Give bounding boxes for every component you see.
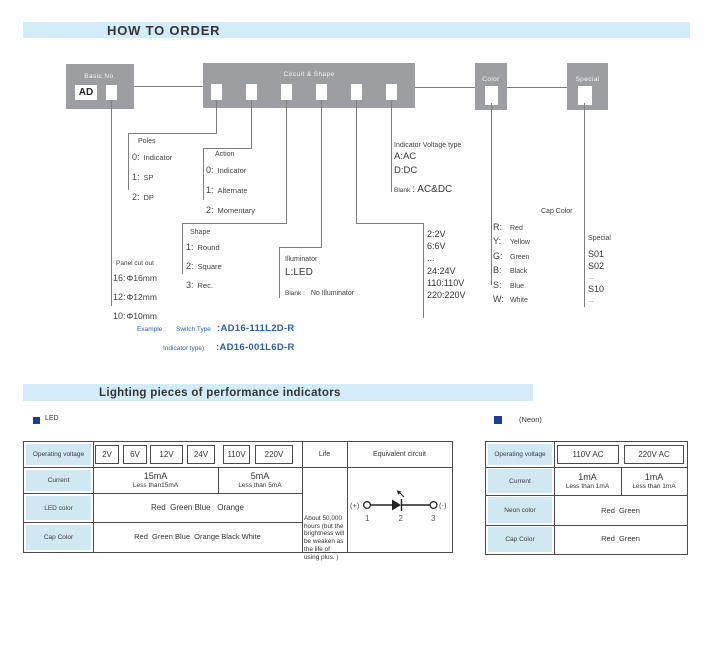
led-bullet-icon <box>33 417 40 424</box>
row-label: Neon color <box>488 497 552 523</box>
shape-legend <box>186 229 222 293</box>
section-header-lighting <box>23 384 533 401</box>
row-label: LED color <box>26 496 91 520</box>
leader-line-shape <box>286 100 287 223</box>
panel-code: 12: <box>113 292 126 302</box>
action-code: 2: <box>206 205 214 215</box>
action-code: 1: <box>206 185 214 195</box>
led-color-cell: Red Green Blue Orange <box>151 503 244 512</box>
cap-color-code: S: <box>493 279 502 290</box>
cap-color-title: Cap Color <box>541 208 573 215</box>
leader-line-shape <box>182 223 287 224</box>
basic-no-box <box>66 64 134 109</box>
shape-code: 1: <box>186 242 194 252</box>
connector-line <box>134 86 203 87</box>
section-title: Lighting pieces of performance indicators <box>99 386 341 399</box>
leader-line-action <box>203 148 252 149</box>
connector-line <box>415 87 475 88</box>
digit-box-1 <box>211 84 222 100</box>
cap-color-value: Black <box>510 268 528 276</box>
cap-color-code: W: <box>493 294 504 305</box>
leader-line-voltage-type <box>391 100 392 192</box>
cap-color-code: Y: <box>493 236 502 247</box>
leader-line-poles <box>128 133 129 190</box>
special-title: Special <box>588 235 611 242</box>
shape-title: Shape <box>190 229 211 236</box>
row-label: Current <box>26 470 91 491</box>
color-label: Color <box>482 76 500 83</box>
leader-line-panel-cutout <box>111 100 112 306</box>
cap-color-value: Yellow <box>510 239 530 247</box>
special-label: Special <box>575 76 600 83</box>
row-label: Current <box>488 469 552 493</box>
panel-cutout-title: Panel cut out <box>116 260 154 267</box>
current-note: Less than 5mA <box>238 482 282 489</box>
action-value: Indicator <box>217 166 247 175</box>
shape-value: Rec. <box>197 281 213 290</box>
poles-code: 1: <box>132 172 140 182</box>
leader-line-cap-color <box>491 103 492 285</box>
neon-table <box>485 441 688 555</box>
pin-number: 2 <box>398 513 403 523</box>
digit-box-4 <box>316 84 327 100</box>
panel-code: 10: <box>113 311 126 321</box>
led-table-caption: LED <box>45 415 59 422</box>
special-digit-box <box>578 86 592 105</box>
leader-line-action <box>251 100 252 148</box>
voltage-header-cell: 12V <box>150 445 183 464</box>
voltage-type-title: Indicator Voltage type <box>394 142 462 149</box>
poles-value: SP <box>143 173 154 182</box>
circuit-terminal-3 <box>430 501 437 508</box>
row-label: Cap Color <box>488 527 552 552</box>
life-header: Life <box>318 451 331 458</box>
illuminator-blank-value: No Illuminator <box>310 290 355 297</box>
shape-code: 2: <box>186 261 194 271</box>
diode-icon <box>392 499 401 510</box>
voltage-type-blank-label: Blank <box>394 187 411 194</box>
action-value: Alternate <box>217 186 248 195</box>
current-value: 15mA <box>143 471 168 481</box>
illuminator-led: L:LED <box>285 267 313 278</box>
shape-code: 3: <box>186 280 194 290</box>
circuit-plus-label: (+) <box>349 500 359 510</box>
poles-code: 2: <box>132 192 140 202</box>
circuit-shape-box <box>203 63 415 108</box>
neon-color-cell: Red Green <box>601 505 640 515</box>
special-row: ... <box>588 297 594 305</box>
illuminator-blank-label: Blank : <box>285 290 305 297</box>
equivalent-circuit-cell <box>347 467 452 552</box>
current-note: Less than 1mA <box>565 483 610 490</box>
leader-line-action <box>203 148 204 200</box>
row-label: Cap Color <box>26 525 91 550</box>
panel-value: Φ16mm <box>126 273 157 283</box>
row-label: Operating voltage <box>488 444 552 465</box>
leader-line-voltage <box>356 100 357 223</box>
leader-line-shape <box>182 223 183 274</box>
leader-line-voltage <box>356 223 424 224</box>
special-row: S01 <box>588 249 605 259</box>
illuminator-legend <box>285 256 354 300</box>
current-note: Less than 1mA <box>632 483 676 490</box>
circuit-shape-label: Circuit & Shape <box>283 71 335 78</box>
row-label: Operating voltage <box>26 444 91 465</box>
action-title: Action <box>215 151 235 158</box>
poles-title: Poles <box>138 138 156 145</box>
current-value: 5mA <box>250 471 270 481</box>
panel-cutout-legend <box>113 260 157 324</box>
current-value: 1mA <box>578 472 597 482</box>
basic-no-digit-box <box>106 85 117 100</box>
voltage-type-blank-value: : AC&DC <box>412 184 453 195</box>
voltage-row: 2:2V <box>427 229 446 239</box>
digit-box-3 <box>281 84 292 100</box>
voltage-header-cell: 110V AC <box>557 445 619 464</box>
voltages-legend <box>427 228 466 301</box>
cap-color-value: Blue <box>510 282 525 290</box>
cap-color-legend <box>493 220 530 306</box>
example-indicator-value: :AD16-001L6D-R <box>216 342 295 353</box>
leader-line-illuminator <box>321 100 322 247</box>
special-row: S10 <box>588 283 605 294</box>
special-box <box>567 63 608 110</box>
cap-color-cell: Red Green <box>601 534 640 543</box>
poles-value: DP <box>143 193 154 202</box>
cap-color-code: R: <box>493 222 502 232</box>
current-value: 1mA <box>644 472 664 482</box>
voltage-type-legend <box>394 142 461 197</box>
digit-box-2 <box>246 84 257 100</box>
leader-line-poles <box>216 100 217 133</box>
poles-legend <box>132 138 172 205</box>
basic-no-label: Basic No. <box>84 73 116 80</box>
connector-line <box>507 87 567 88</box>
action-code: 0: <box>206 165 214 175</box>
voltage-row: 6:6V <box>427 241 446 252</box>
voltage-header-cell: 6V <box>123 445 147 464</box>
voltage-header-cell: 24V <box>187 445 215 464</box>
leader-line-voltage <box>423 223 424 318</box>
leader-line-illuminator <box>279 247 280 298</box>
voltage-header-cell: 220V <box>255 445 293 464</box>
neon-table-caption: (Neon) <box>519 415 542 424</box>
circuit-minus-label: (-) <box>438 500 446 510</box>
example-label: Example : <box>137 326 166 333</box>
pin-number: 1 <box>364 513 369 523</box>
voltage-row: 110:110V <box>427 277 465 288</box>
equivalent-circuit-header: Equivalent circuit <box>373 451 426 458</box>
panel-value: Φ10mm <box>126 311 157 321</box>
voltage-header-cell: 220V AC <box>624 445 684 464</box>
cap-color-value: White <box>510 297 528 305</box>
section-header-how-to-order <box>23 22 690 38</box>
current-high-cell <box>218 467 302 493</box>
neon-bullet-icon <box>494 416 502 424</box>
panel-code: 16: <box>113 273 126 283</box>
shape-value: Round <box>197 243 220 252</box>
special-row: ... <box>588 274 594 282</box>
section-title: HOW TO ORDER <box>107 22 221 38</box>
shape-value: Square <box>197 262 222 271</box>
illuminator-title: Illuminator <box>285 256 318 263</box>
cap-color-code: G: <box>493 250 503 261</box>
basic-no-value-box: AD <box>75 85 97 100</box>
cap-color-code: B: <box>493 265 502 276</box>
cap-color-value: Green <box>510 253 530 261</box>
voltage-row: 24:24V <box>427 265 456 276</box>
led-circuit-diagram <box>350 490 450 530</box>
action-value: Momentary <box>217 206 256 215</box>
current-cell <box>554 467 621 495</box>
digit-box-5 <box>351 84 362 100</box>
voltage-type-row: D:DC <box>394 165 418 176</box>
special-row: S02 <box>588 260 605 271</box>
action-legend <box>206 151 255 218</box>
leader-line-special <box>584 103 585 307</box>
voltage-row: 220:220V <box>427 290 466 301</box>
cap-color-value: Red <box>510 225 523 232</box>
life-cell: About 50,000 hours (but the brightness will be weaken as the life of using plus. ) <box>304 515 345 561</box>
voltage-type-row: A:AC <box>394 151 417 162</box>
leader-line-poles <box>128 133 217 134</box>
pin-number: 3 <box>430 513 435 523</box>
circuit-terminal-1 <box>363 501 370 508</box>
current-cell <box>621 467 687 495</box>
example-switch-label: Switch Type <box>176 326 211 333</box>
digit-box-6 <box>386 84 397 100</box>
example-indicator-label: Indicator type) <box>163 345 205 352</box>
poles-code: 0: <box>132 152 140 162</box>
voltage-header-cell: 2V <box>95 445 119 464</box>
special-legend <box>588 249 604 307</box>
leader-line-illuminator <box>279 247 322 248</box>
example-switch-value: :AD16-111L2D-R <box>217 323 295 334</box>
voltage-row: ... <box>427 253 435 264</box>
current-low-cell <box>93 467 218 493</box>
current-note: Less than15mA <box>132 482 179 489</box>
led-table <box>23 441 453 561</box>
panel-value: Φ12mm <box>126 292 157 302</box>
poles-value: Indicator <box>143 153 173 162</box>
cap-color-cell: Red Green Blue Orange Black White <box>134 531 261 541</box>
voltage-header-cell: 110V <box>223 445 250 464</box>
